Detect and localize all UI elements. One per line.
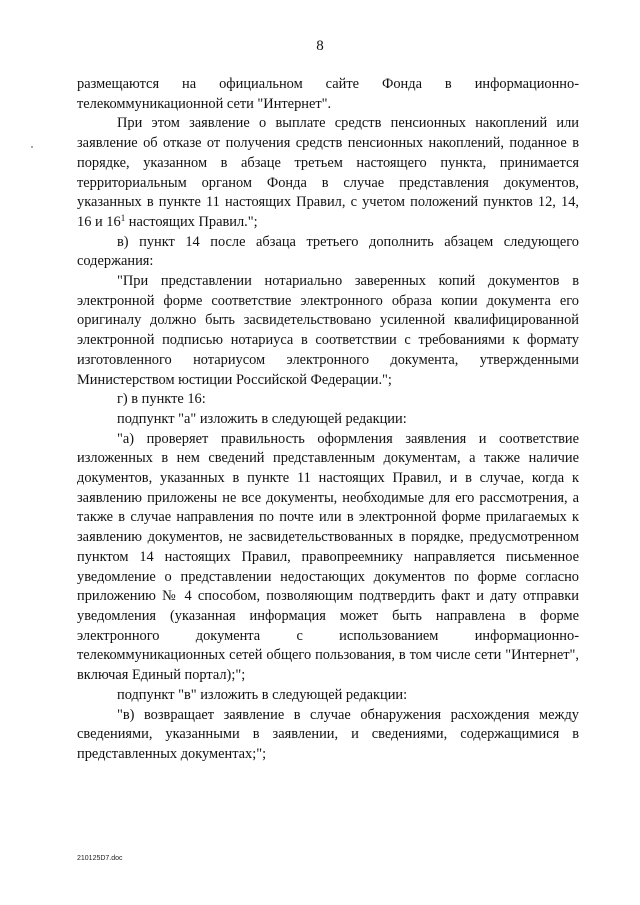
paragraph-text-tail: настоящих Правил."; xyxy=(125,213,258,230)
paragraph-item-g: г) в пункте 16: xyxy=(117,391,206,408)
paragraph-text: При этом заявление о выплате средств пенсионных накоплений или заявление об отказе от получения средств пенсионных накоплений, поданное в порядке, указанном в абзаце третьем настоящего пункта, принимается территориальным органом Фонда в случае представления документов, указанных в пункте 11 настоящих Правил, с учетом положений пунктов 12, 14, 16 и 16 xyxy=(77,115,579,230)
margin-mark xyxy=(31,146,33,148)
paragraph-application-acceptance xyxy=(77,114,579,232)
paragraph-subitem-a-text: "а) проверяет правильность оформления заявления и соответствие изложенных в нем сведений представленным документам, а также наличие документов, указанных в пункте 11 настоящих Правил, и в случае, когда к заявлению приложены не все документы, необходимые для его рассмотрения, а также в случае направления по почте или в электронной форме прилагаемых к заявлению документов, не засвидетельствованных в порядке, предусмотренном пунктом 14 настоящих Правил, правопреемнику направляется письменное уведомление о представлении недостающих документов по форме согласно приложению № 4 способом, позволяющим подтвердить факт и дату отправки уведомления (указанная информация может быть направлена в форме электронного документа с использованием информационно-телекоммуникационных сетей общего пользования, в том числе сети "Интернет", включая Единый портал);"; xyxy=(77,430,579,684)
paragraph-item-v: в) пункт 14 после абзаца третьего дополнить абзацем следующего содержания: xyxy=(77,233,579,270)
paragraph-notarial-copies: "При представлении нотариально заверенных копий документов в электронной форме соответствие электронного образа копии документа его оригиналу должно быть засвидетельствовано усиленной квалифицированной электронной подписью нотариуса в соответствии с требованиями к формату изготовленного нотариусом электронного документа, утвержденными Министерством юстиции Российской Федерации."; xyxy=(77,273,579,388)
footer-file-code: 210125D7.doc xyxy=(77,855,123,862)
paragraph-subitem-a-intro: подпункт "а" изложить в следующей редакции: xyxy=(117,410,407,427)
paragraph-continuation: размещаются на официальном сайте Фонда в информационно-телекоммуникационной сети "Интернет". xyxy=(77,76,579,112)
page-number: 8 xyxy=(316,38,324,54)
document-body xyxy=(77,75,579,765)
paragraph-subitem-v-intro: подпункт "в" изложить в следующей редакции: xyxy=(117,686,408,703)
paragraph-subitem-v-text: "в) возвращает заявление в случае обнаружения расхождения между сведениями, указанными в заявлении, и сведениями, содержащимися в представленных документах;"; xyxy=(77,706,579,762)
superscript-marker: 1 xyxy=(120,212,126,223)
